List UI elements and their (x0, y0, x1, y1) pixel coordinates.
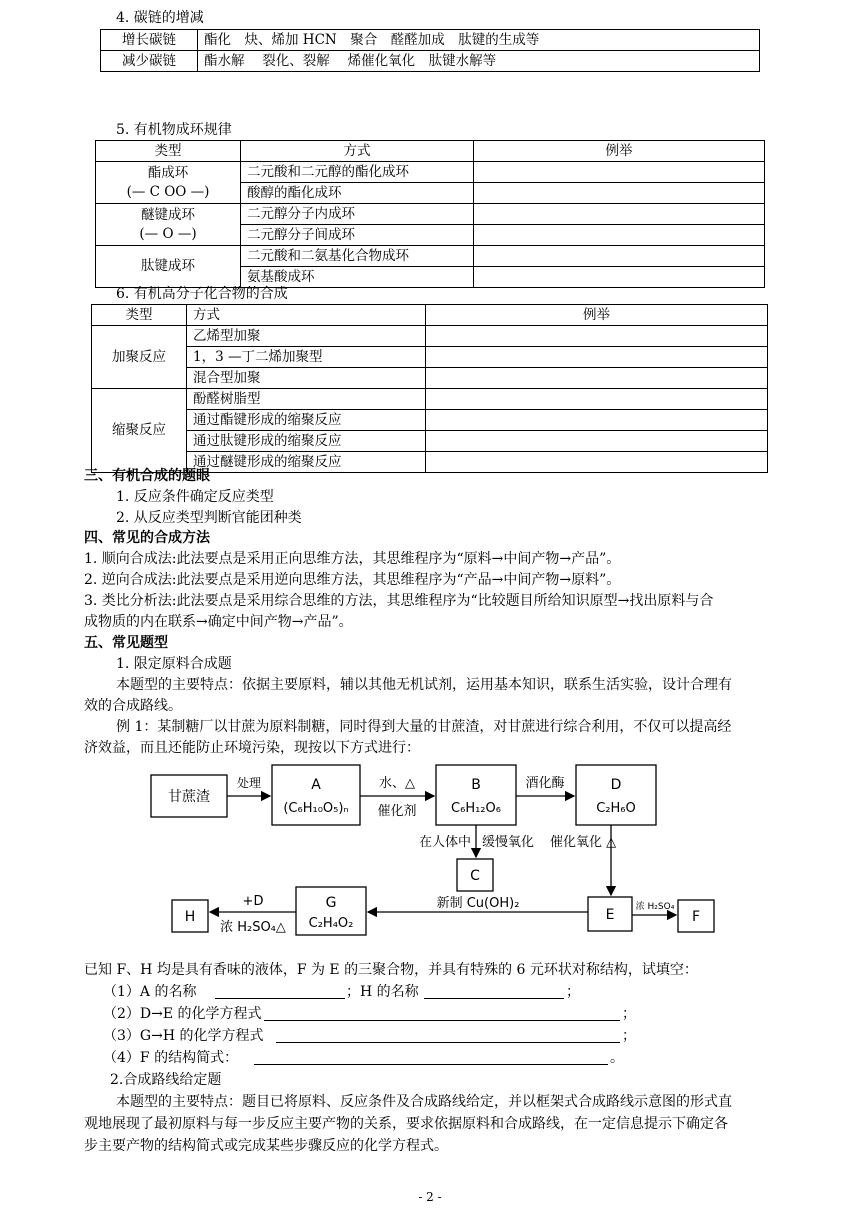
table-header-row (92, 305, 768, 326)
method-cell: 二元醇分子间成环 (241, 225, 474, 246)
header-type: 类型 (92, 305, 187, 326)
method-cell: 乙烯型加聚 (187, 326, 426, 347)
type-cell: 缩聚反应 (92, 389, 187, 473)
type-cell: 肽键成环 (96, 246, 241, 288)
box-d (576, 765, 656, 825)
text-d-formula: C₂H₆O (596, 801, 636, 816)
method-cell: 混合型加聚 (187, 368, 426, 389)
section-6-title: 6. 有机高分子化合物的合成 (116, 286, 288, 302)
punct: ； (622, 1006, 636, 1022)
paragraph-line: 本题型的主要特点：依据主要原料，辅以其他无机试剂，运用基本知识，联系生活实验，设计合理有 (116, 677, 732, 693)
text-a-formula: (C₆H₁₀O₅)ₙ (283, 801, 349, 816)
part-5-heading: 五、常见题型 (84, 635, 168, 651)
table-row (92, 389, 768, 410)
table-row (92, 326, 768, 347)
question-intro: 已知 F、H 均是具有香味的液体，F 为 E 的三聚合物，并具有特殊的 6 元环状对称结构，试填空： (84, 962, 698, 978)
type-cell (96, 162, 241, 204)
method-cell: 通过肽键形成的缩聚反应 (187, 431, 426, 452)
box-b (436, 765, 516, 825)
text-b: B (471, 777, 481, 793)
table-row (92, 368, 768, 389)
table-row (101, 30, 760, 51)
question-1a: （1）A 的名称 (103, 984, 197, 1000)
method-cell: 通过酯键形成的缩聚反应 (187, 410, 426, 431)
blank-f-structure[interactable] (254, 1050, 608, 1065)
example-cell (474, 246, 765, 267)
label-cat-ox: 催化氧化 △ (550, 835, 617, 850)
row-label: 增长碳链 (101, 30, 198, 51)
table-row (96, 162, 765, 183)
example-cell (426, 389, 768, 410)
paragraph-line: 例 1：某制糖厂以甘蔗为原料制糖，同时得到大量的甘蔗渣，对甘蔗进行综合利用，不仅可以提高经 (116, 719, 732, 735)
example-cell (426, 452, 768, 473)
text-d: D (610, 777, 622, 793)
carbon-chain-table (100, 29, 760, 72)
section-4-title: 4. 碳链的增减 (116, 10, 204, 26)
part-4-item: 3. 类比分析法:此法要点是采用综合思维的方法，其思维程序为“比较题目所给知识原型→找出原料与合 (84, 593, 714, 609)
part-3-item: 1. 反应条件确定反应类型 (116, 489, 274, 505)
label-plus-d: +D (242, 894, 264, 909)
blank-h-name[interactable] (424, 984, 564, 999)
label-slow-ox: 缓慢氧化 (482, 835, 535, 850)
table-row (96, 204, 765, 225)
paragraph-line: 步主要产物的结构简式或完成某些步骤反应的化学方程式。 (84, 1138, 448, 1154)
label-h2so4-gh: 浓 H₂SO₄△ (220, 920, 286, 935)
header-example: 例举 (426, 305, 768, 326)
text-g-formula: C₂H₄O₂ (308, 916, 354, 931)
part-4-item: 1. 顺向合成法:此法要点是采用正向思维方法，其思维程序为“原料→中间产物→产品”。 (84, 551, 621, 567)
text-f: F (691, 909, 701, 925)
example-cell (426, 410, 768, 431)
part-4-item: 2. 逆向合成法:此法要点是采用逆向思维方法，其思维程序为“产品→中间产物→原料”。 (84, 572, 621, 588)
type-label: 酯成环 (147, 164, 189, 181)
part-5-subheading: 1. 限定原料合成题 (116, 656, 232, 672)
method-cell: 酚醛树脂型 (187, 389, 426, 410)
type-cell (96, 204, 241, 246)
header-example: 例举 (474, 141, 765, 162)
table-row (96, 246, 765, 267)
example-cell (474, 225, 765, 246)
method-cell: 1，3 —丁二烯加聚型 (187, 347, 426, 368)
type-cell: 加聚反应 (92, 326, 187, 389)
box-a (272, 765, 360, 825)
question-1b: ；H 的名称 (346, 984, 419, 1000)
question-2: （2）D→E 的化学方程式 (103, 1006, 262, 1022)
paragraph-line: 济效益，而且还能防止环境污染，现按以下方式进行： (84, 740, 420, 756)
part-3-heading: 三、有机合成的题眼 (84, 468, 210, 484)
table-row (101, 51, 760, 72)
text-b-formula: C₆H₁₂O₆ (451, 801, 501, 816)
method-cell: 氨基酸成环 (241, 267, 474, 288)
blank-a-name[interactable] (215, 984, 345, 999)
type-group: (— O —) (139, 225, 197, 242)
paragraph-line: 本题型的主要特点：题目已将原料、反应条件及合成路线给定，并以框架式合成路线示意图的形式直 (116, 1094, 732, 1110)
row-content: 酯水解 裂化、裂解 烯催化氧化 肽键水解等 (198, 51, 760, 72)
type-group: (— C OO —) (126, 183, 210, 200)
blank-g-h-equation[interactable] (276, 1028, 620, 1043)
text-a: A (311, 777, 321, 793)
section-5-title: 5. 有机物成环规律 (116, 122, 232, 138)
header-method: 方式 (187, 305, 426, 326)
method-cell: 通过醚键形成的缩聚反应 (187, 452, 426, 473)
part-4-heading: 四、常见的合成方法 (84, 530, 210, 546)
blank-d-e-equation[interactable] (264, 1006, 620, 1021)
text-e: E (605, 907, 615, 923)
example-cell (474, 183, 765, 204)
part-3-item: 2. 从反应类型判断官能团种类 (116, 510, 302, 526)
text-g: G (325, 895, 337, 911)
row-label: 减少碳链 (101, 51, 198, 72)
label-water: 水、△ (379, 776, 415, 791)
question-3: （3）G→H 的化学方程式 (103, 1028, 264, 1044)
polymer-synthesis-table (91, 304, 768, 473)
method-cell: 二元酸和二元醇的酯化成环 (241, 162, 474, 183)
table-row (92, 431, 768, 452)
label-yeast: 酒化酶 (525, 776, 565, 791)
table-row (92, 410, 768, 431)
label-h2so4-ef: 浓 H₂SO₄ (635, 902, 675, 912)
label-treat: 处理 (236, 776, 262, 790)
synthesis-flow-diagram (0, 755, 860, 955)
table-header-row (96, 141, 765, 162)
label-body: 在人体中 (418, 835, 471, 850)
punct: 。 (610, 1050, 624, 1066)
example-cell (474, 162, 765, 183)
header-type: 类型 (96, 141, 241, 162)
question-4: （4）F 的结构简式： (103, 1050, 239, 1066)
text-c: C (470, 868, 480, 884)
punct: ； (566, 984, 580, 1000)
label-cuoh: 新制 Cu(OH)₂ (436, 896, 520, 911)
method-cell: 二元醇分子内成环 (241, 204, 474, 225)
header-method: 方式 (241, 141, 474, 162)
part-4-item: 成物质的内在联系→确定中间产物→产品”。 (84, 614, 353, 630)
example-cell (426, 431, 768, 452)
method-cell: 二元酸和二氨基化合物成环 (241, 246, 474, 267)
method-cell: 酸醇的酯化成环 (241, 183, 474, 204)
part-5-subheading: 2.合成路线给定题 (110, 1072, 222, 1088)
table-row (92, 347, 768, 368)
example-cell (426, 347, 768, 368)
text-h: H (184, 909, 196, 925)
type-label: 醚键成环 (141, 206, 195, 223)
label-catalyst: 催化剂 (377, 804, 417, 819)
example-cell (474, 267, 765, 288)
punct: ； (622, 1028, 636, 1044)
paragraph-line: 观地展现了最初原料与每一步反应主要产物的关系，要求依据原料和合成路线，在一定信息提示下确定各 (84, 1116, 728, 1132)
example-cell (474, 204, 765, 225)
ring-formation-table (95, 140, 765, 288)
paragraph-line: 效的合成路线。 (84, 698, 182, 714)
page-number: - 2 - (418, 1190, 442, 1204)
row-content: 酯化 炔、烯加 HCN 聚合 醛醛加成 肽键的生成等 (198, 30, 760, 51)
example-cell (426, 368, 768, 389)
example-cell (426, 326, 768, 347)
text-bagasse: 甘蔗渣 (168, 789, 210, 805)
